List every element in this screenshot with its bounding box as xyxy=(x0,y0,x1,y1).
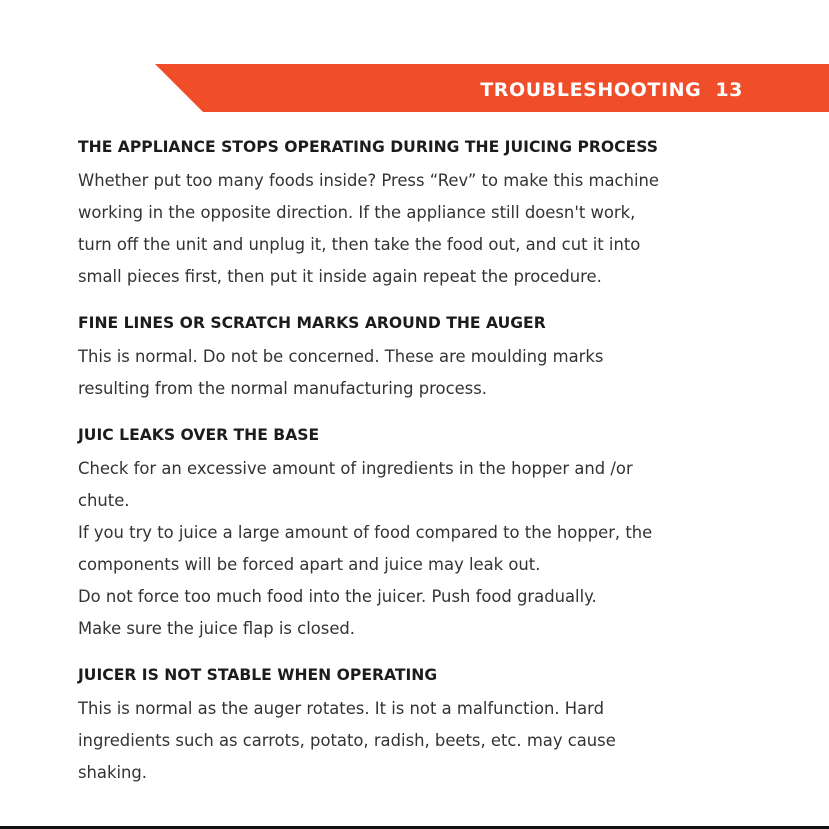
page-header xyxy=(480,79,743,101)
section-scratch-marks xyxy=(78,310,778,405)
body-line: This is normal. Do not be concerned. These are moulding marks xyxy=(78,347,604,366)
section-not-stable xyxy=(78,662,778,789)
section-heading: JUICER IS NOT STABLE WHEN OPERATING xyxy=(78,666,438,684)
body-line: Check for an excessive amount of ingredients in the hopper and /or xyxy=(78,459,633,478)
section-body xyxy=(78,453,778,645)
body-line: components will be forced apart and juice may leak out. xyxy=(78,555,541,574)
body-line: Make sure the juice flap is closed. xyxy=(78,619,356,638)
body-line: turn off the unit and unplug it, then take the food out, and cut it into xyxy=(78,235,641,254)
page-number: 13 xyxy=(715,79,743,101)
section-heading: THE APPLIANCE STOPS OPERATING DURING THE JUICING PROCESS xyxy=(78,138,659,156)
section-juice-leaks xyxy=(78,422,778,645)
section-body xyxy=(78,693,778,789)
section-body xyxy=(78,341,778,405)
body-line: small pieces first, then put it inside again repeat the procedure. xyxy=(78,267,602,286)
body-line: ingredients such as carrots, potato, radish, beets, etc. may cause xyxy=(78,731,616,750)
body-line: This is normal as the auger rotates. It is not a malfunction. Hard xyxy=(78,699,605,718)
header-title: TROUBLESHOOTING xyxy=(480,79,702,101)
body-line: If you try to juice a large amount of food compared to the hopper, the xyxy=(78,523,653,542)
troubleshooting-content xyxy=(78,134,778,806)
body-line: chute. xyxy=(78,491,130,510)
body-line: shaking. xyxy=(78,763,148,782)
section-appliance-stops xyxy=(78,134,778,293)
body-line: resulting from the normal manufacturing process. xyxy=(78,379,487,398)
body-line: Whether put too many foods inside? Press “Rev” to make this machine xyxy=(78,171,659,190)
section-heading: JUIC LEAKS OVER THE BASE xyxy=(78,426,320,444)
section-body xyxy=(78,165,778,293)
body-line: Do not force too much food into the juicer. Push food gradually. xyxy=(78,587,597,606)
section-heading: FINE LINES OR SCRATCH MARKS AROUND THE AUGER xyxy=(78,314,546,332)
body-line: working in the opposite direction. If the appliance still doesn't work, xyxy=(78,203,636,222)
